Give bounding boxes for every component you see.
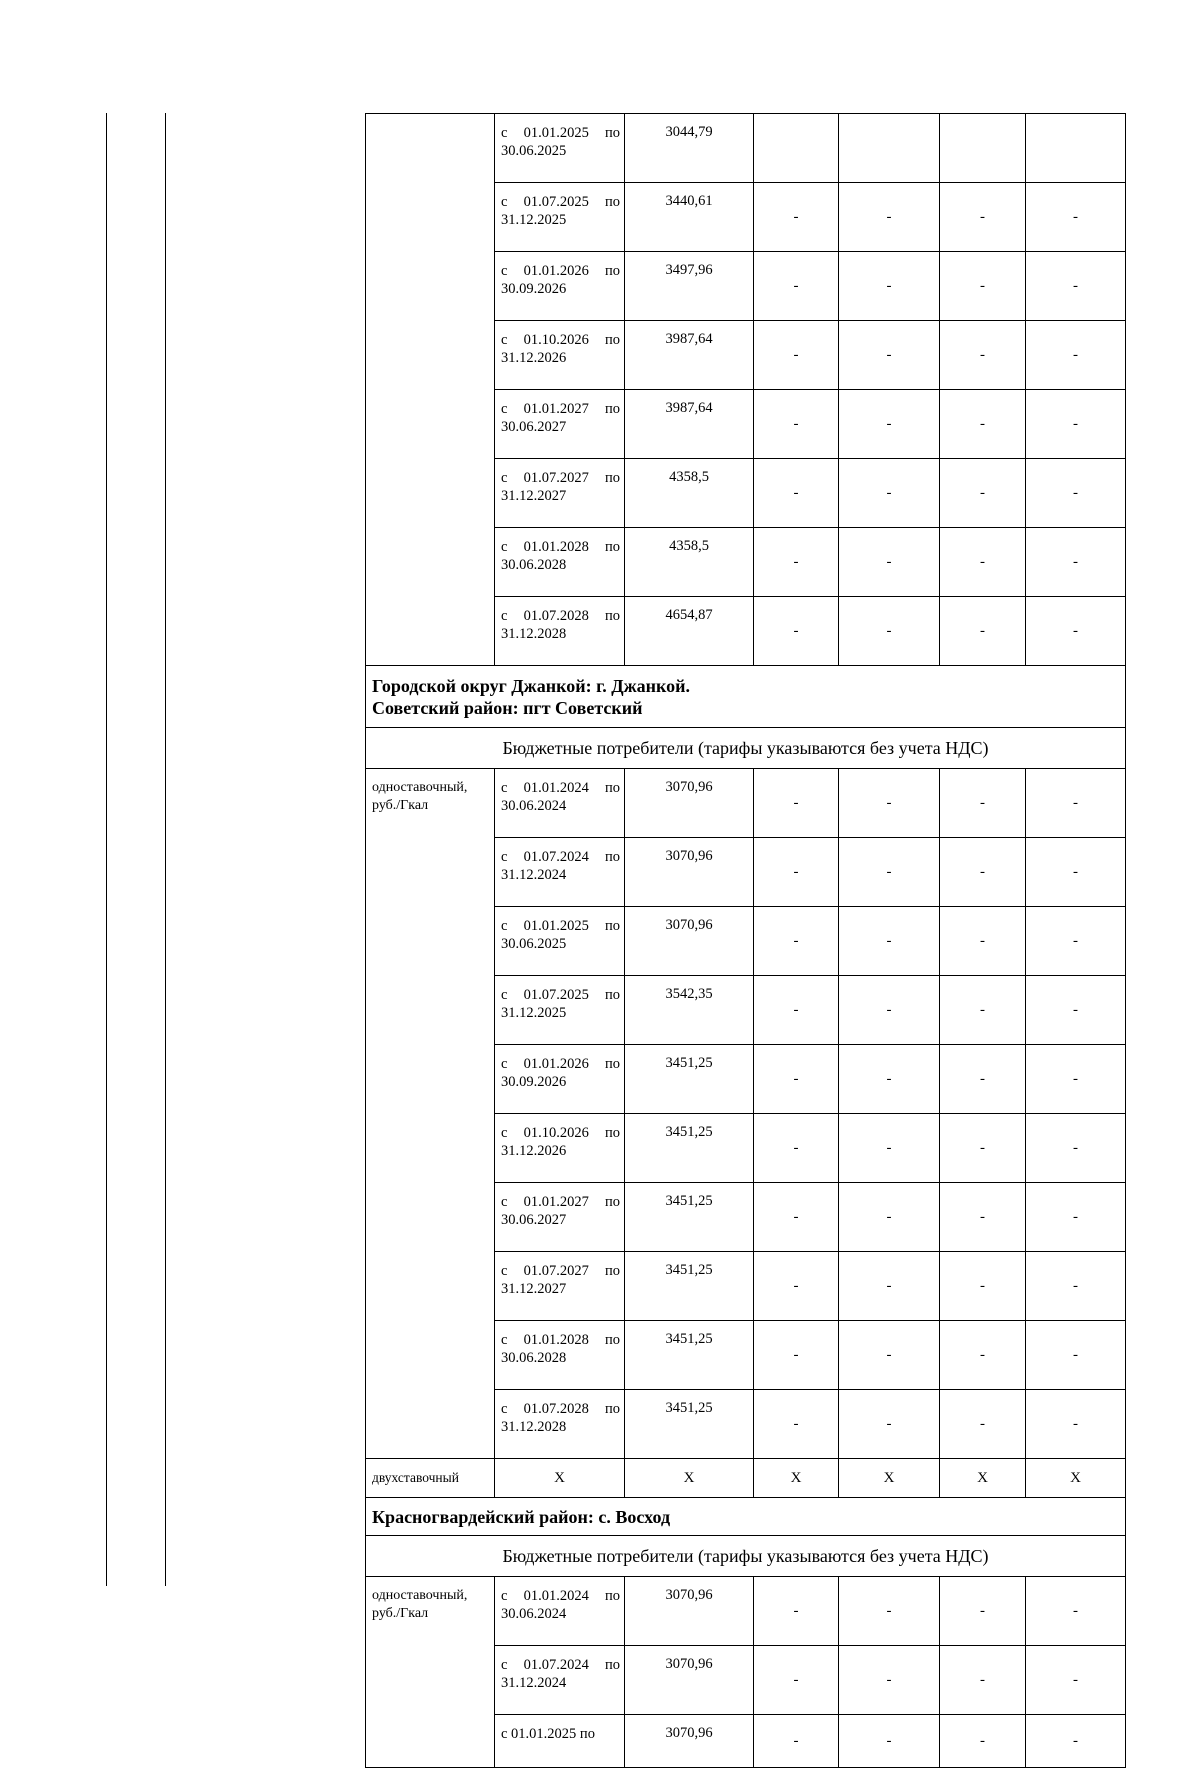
- table-row: [366, 1577, 1126, 1646]
- extra-cell: -: [1026, 528, 1126, 597]
- consumer-group-label: Бюджетные потребители (тарифы указываются без учета НДС): [366, 1536, 1126, 1577]
- type-cell-continued: [366, 114, 495, 666]
- extra-cell: -: [940, 838, 1026, 907]
- extra-cell: -: [1026, 1646, 1126, 1715]
- period-cell: с 01.01.2027 по 30.06.2027: [495, 1183, 625, 1252]
- period-cell: с 01.01.2024 по 30.06.2024: [495, 769, 625, 838]
- x-cell: X: [839, 1459, 940, 1498]
- extra-cell: -: [754, 1183, 839, 1252]
- extra-cell: -: [1026, 769, 1126, 838]
- tariff-value-cell: 3440,61: [625, 183, 754, 252]
- extra-cell: -: [839, 976, 940, 1045]
- section-header-row: [366, 666, 1126, 728]
- extra-cell: -: [839, 1390, 940, 1459]
- period-cell: с 01.10.2026 по 31.12.2026: [495, 321, 625, 390]
- one-rate-label: одноставочный, руб./Гкал: [366, 1577, 495, 1768]
- extra-cell: -: [1026, 1715, 1126, 1768]
- extra-cell: -: [754, 1390, 839, 1459]
- tariff-table-body: [366, 114, 1126, 1768]
- extra-cell: -: [754, 321, 839, 390]
- period-cell: с 01.07.2024 по 31.12.2024: [495, 838, 625, 907]
- x-cell: X: [1026, 1459, 1126, 1498]
- consumer-group-label: Бюджетные потребители (тарифы указываются без учета НДС): [366, 728, 1126, 769]
- extra-cell: -: [754, 252, 839, 321]
- tariff-value-cell: 3070,96: [625, 1577, 754, 1646]
- consumer-group-row: [366, 728, 1126, 769]
- extra-cell: -: [1026, 1390, 1126, 1459]
- extra-cell: -: [940, 528, 1026, 597]
- extra-cell: -: [754, 1577, 839, 1646]
- extra-cell: -: [940, 769, 1026, 838]
- period-cell: с 01.07.2025 по 31.12.2025: [495, 976, 625, 1045]
- extra-cell: -: [839, 1321, 940, 1390]
- extra-cell: -: [940, 1252, 1026, 1321]
- period-cell: с 01.07.2025 по 31.12.2025: [495, 183, 625, 252]
- extra-cell: -: [839, 390, 940, 459]
- extra-cell: -: [839, 1646, 940, 1715]
- tariff-value-cell: 3497,96: [625, 252, 754, 321]
- tariff-value-cell: 4654,87: [625, 597, 754, 666]
- tariff-value-cell: 3070,96: [625, 769, 754, 838]
- period-cell: с 01.07.2028 по 31.12.2028: [495, 1390, 625, 1459]
- tariff-value-cell: 3451,25: [625, 1321, 754, 1390]
- extra-cell: -: [940, 1045, 1026, 1114]
- extra-cell: -: [754, 390, 839, 459]
- period-cell: с 01.07.2027 по 31.12.2027: [495, 1252, 625, 1321]
- x-cell: X: [940, 1459, 1026, 1498]
- extra-cell: -: [754, 976, 839, 1045]
- extra-cell: -: [940, 1114, 1026, 1183]
- period-cell: с 01.01.2028 по 30.06.2028: [495, 1321, 625, 1390]
- extra-cell: -: [1026, 597, 1126, 666]
- table-row: [366, 114, 1126, 183]
- period-cell: с 01.07.2027 по 31.12.2027: [495, 459, 625, 528]
- table-row: [366, 769, 1126, 838]
- extra-cell: -: [754, 183, 839, 252]
- extra-cell: -: [754, 907, 839, 976]
- period-cell: с 01.01.2024 по 30.06.2024: [495, 1577, 625, 1646]
- extra-cell: -: [940, 459, 1026, 528]
- extra-cell: [839, 114, 940, 183]
- margin-line-right: [165, 113, 166, 1586]
- extra-cell: -: [754, 769, 839, 838]
- one-rate-label: одноставочный, руб./Гкал: [366, 769, 495, 1459]
- tariff-value-cell: 3987,64: [625, 390, 754, 459]
- extra-cell: -: [754, 459, 839, 528]
- section-title-line-2: Советский район: пгт Советский: [372, 698, 643, 718]
- period-cell: с 01.01.2028 по 30.06.2028: [495, 528, 625, 597]
- period-cell: с 01.07.2028 по 31.12.2028: [495, 597, 625, 666]
- tariff-value-cell: 3070,96: [625, 838, 754, 907]
- tariff-value-cell: 3070,96: [625, 1646, 754, 1715]
- extra-cell: -: [940, 597, 1026, 666]
- period-cell: с 01.10.2026 по 31.12.2026: [495, 1114, 625, 1183]
- extra-cell: -: [1026, 252, 1126, 321]
- extra-cell: -: [940, 1183, 1026, 1252]
- extra-cell: -: [754, 1114, 839, 1183]
- extra-cell: -: [754, 597, 839, 666]
- section-title-dzhankoy: [366, 666, 1126, 728]
- extra-cell: -: [940, 907, 1026, 976]
- tariff-value-cell: 3070,96: [625, 1715, 754, 1768]
- extra-cell: -: [754, 1252, 839, 1321]
- extra-cell: -: [940, 321, 1026, 390]
- tariff-value-cell: 4358,5: [625, 528, 754, 597]
- extra-cell: -: [839, 1577, 940, 1646]
- extra-cell: -: [940, 183, 1026, 252]
- extra-cell: -: [1026, 183, 1126, 252]
- extra-cell: -: [839, 252, 940, 321]
- extra-cell: -: [940, 1577, 1026, 1646]
- extra-cell: -: [1026, 321, 1126, 390]
- x-cell: X: [495, 1459, 625, 1498]
- extra-cell: -: [839, 183, 940, 252]
- extra-cell: -: [1026, 907, 1126, 976]
- extra-cell: -: [754, 1321, 839, 1390]
- extra-cell: -: [1026, 459, 1126, 528]
- tariff-value-cell: 3451,25: [625, 1390, 754, 1459]
- section-title-line-1: Городской округ Джанкой: г. Джанкой.: [372, 676, 691, 696]
- two-rate-label: двухставочный: [366, 1459, 495, 1498]
- extra-cell: -: [940, 1646, 1026, 1715]
- extra-cell: -: [839, 321, 940, 390]
- extra-cell: -: [839, 528, 940, 597]
- period-cell: с 01.01.2026 по 30.09.2026: [495, 1045, 625, 1114]
- extra-cell: -: [839, 1715, 940, 1768]
- extra-cell: -: [754, 1715, 839, 1768]
- tariff-value-cell: 3451,25: [625, 1045, 754, 1114]
- x-cell: X: [625, 1459, 754, 1498]
- extra-cell: -: [1026, 976, 1126, 1045]
- extra-cell: -: [940, 976, 1026, 1045]
- extra-cell: [940, 114, 1026, 183]
- extra-cell: -: [839, 1183, 940, 1252]
- extra-cell: -: [754, 838, 839, 907]
- section-title-voskhod: Красногвардейский район: с. Восход: [366, 1498, 1126, 1536]
- extra-cell: -: [754, 528, 839, 597]
- two-rate-row: [366, 1459, 1126, 1498]
- extra-cell: -: [1026, 1577, 1126, 1646]
- period-cell: с 01.01.2025 по 30.06.2025: [495, 907, 625, 976]
- tariff-table: [365, 113, 1126, 1768]
- tariff-value-cell: 3451,25: [625, 1183, 754, 1252]
- extra-cell: -: [839, 838, 940, 907]
- extra-cell: -: [940, 1321, 1026, 1390]
- extra-cell: [754, 114, 839, 183]
- extra-cell: -: [754, 1045, 839, 1114]
- tariff-value-cell: 4358,5: [625, 459, 754, 528]
- tariff-value-cell: 3070,96: [625, 907, 754, 976]
- extra-cell: -: [839, 1114, 940, 1183]
- x-cell: X: [754, 1459, 839, 1498]
- extra-cell: -: [940, 1715, 1026, 1768]
- extra-cell: -: [1026, 1114, 1126, 1183]
- extra-cell: -: [754, 1646, 839, 1715]
- extra-cell: -: [839, 1045, 940, 1114]
- tariff-value-cell: 3542,35: [625, 976, 754, 1045]
- margin-line-left: [106, 113, 107, 1586]
- section-header-row: [366, 1498, 1126, 1536]
- extra-cell: -: [1026, 1183, 1126, 1252]
- extra-cell: -: [940, 1390, 1026, 1459]
- period-cell: с 01.01.2025 по 30.06.2025: [495, 114, 625, 183]
- extra-cell: -: [839, 907, 940, 976]
- extra-cell: -: [1026, 1252, 1126, 1321]
- tariff-value-cell: 3044,79: [625, 114, 754, 183]
- tariff-value-cell: 3987,64: [625, 321, 754, 390]
- extra-cell: -: [940, 252, 1026, 321]
- extra-cell: -: [1026, 838, 1126, 907]
- period-cell: с 01.01.2027 по 30.06.2027: [495, 390, 625, 459]
- extra-cell: [1026, 114, 1126, 183]
- consumer-group-row: [366, 1536, 1126, 1577]
- tariff-value-cell: 3451,25: [625, 1114, 754, 1183]
- extra-cell: -: [839, 1252, 940, 1321]
- extra-cell: -: [1026, 1045, 1126, 1114]
- period-cell: с 01.01.2026 по 30.09.2026: [495, 252, 625, 321]
- extra-cell: -: [1026, 1321, 1126, 1390]
- extra-cell: -: [1026, 390, 1126, 459]
- extra-cell: -: [839, 459, 940, 528]
- extra-cell: -: [839, 597, 940, 666]
- extra-cell: -: [940, 390, 1026, 459]
- period-cell: с 01.01.2025 по: [495, 1715, 625, 1768]
- extra-cell: -: [839, 769, 940, 838]
- tariff-value-cell: 3451,25: [625, 1252, 754, 1321]
- period-cell: с 01.07.2024 по 31.12.2024: [495, 1646, 625, 1715]
